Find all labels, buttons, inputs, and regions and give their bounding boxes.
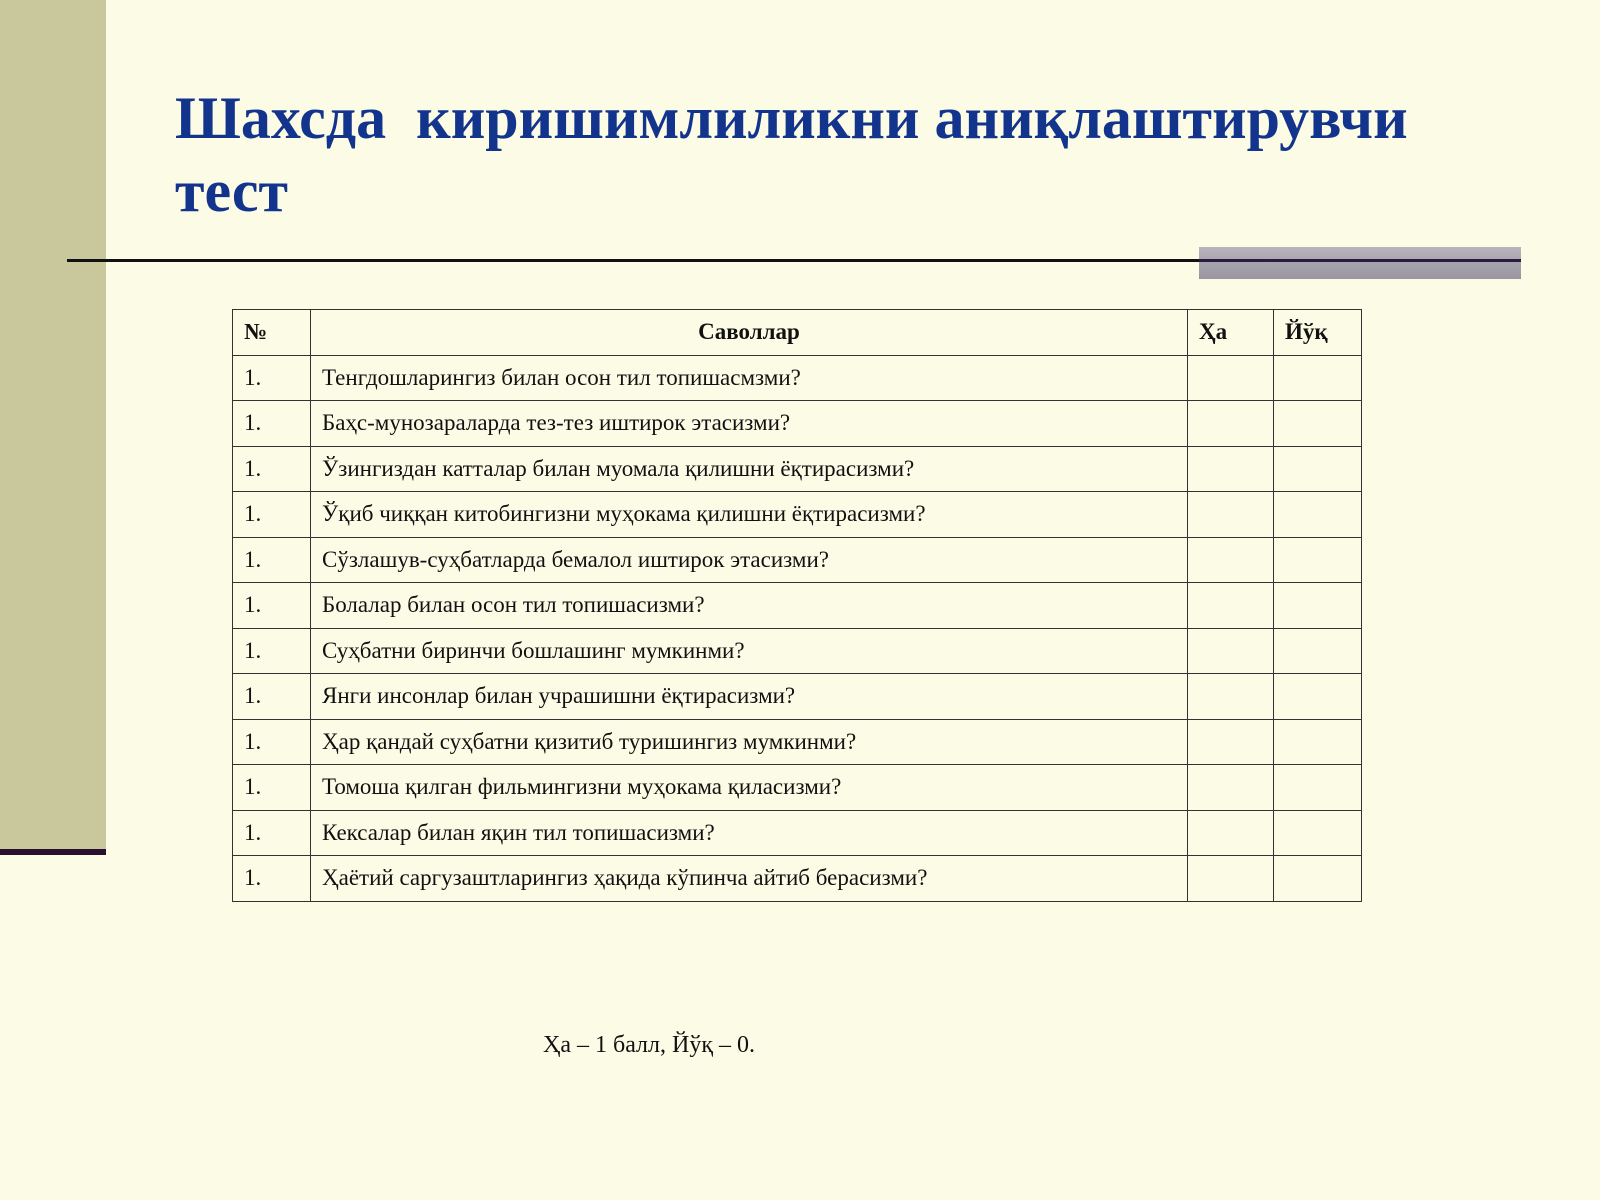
answer-yes-cell[interactable] [1188, 628, 1274, 674]
left-band-underline [0, 849, 106, 855]
question-text: Ҳаётий саргузаштларингиз ҳақида кўпинча айтиб берасизми? [311, 856, 1188, 902]
header-no: Йўқ [1274, 310, 1362, 356]
left-decorative-band [0, 0, 106, 849]
question-text: Тенгдошларингиз билан осон тил топишасмзми? [311, 355, 1188, 401]
table-row [233, 446, 1362, 492]
row-number: 1. [233, 492, 311, 538]
scoring-note: Ҳа – 1 балл, Йўқ – 0. [543, 1032, 756, 1058]
table-row [233, 765, 1362, 811]
question-text: Янги инсонлар билан учрашишни ёқтирасизми? [311, 674, 1188, 720]
answer-no-cell[interactable] [1274, 583, 1362, 629]
row-number: 1. [233, 537, 311, 583]
row-number: 1. [233, 446, 311, 492]
answer-yes-cell[interactable] [1188, 765, 1274, 811]
answer-yes-cell[interactable] [1188, 856, 1274, 902]
answer-no-cell[interactable] [1274, 492, 1362, 538]
questions-table [232, 309, 1362, 902]
table-row [233, 719, 1362, 765]
answer-yes-cell[interactable] [1188, 401, 1274, 447]
answer-yes-cell[interactable] [1188, 674, 1274, 720]
header-questions: Саволлар [311, 310, 1188, 356]
answer-yes-cell[interactable] [1188, 355, 1274, 401]
row-number: 1. [233, 719, 311, 765]
table-row [233, 856, 1362, 902]
table-row [233, 401, 1362, 447]
table-row [233, 355, 1362, 401]
slide-title: Шахсда киришимлиликни аниқлаштирувчи тест [175, 85, 1423, 224]
row-number: 1. [233, 628, 311, 674]
answer-no-cell[interactable] [1274, 674, 1362, 720]
table-row [233, 537, 1362, 583]
header-number: № [233, 310, 311, 356]
question-text: Кексалар билан яқин тил топишасизми? [311, 810, 1188, 856]
table-row [233, 628, 1362, 674]
question-text: Болалар билан осон тил топишасизми? [311, 583, 1188, 629]
title-rule-accent-line [1199, 259, 1521, 262]
question-text: Ўқиб чиққан китобингизни муҳокама қилишни ёқтирасизми? [311, 492, 1188, 538]
table-row [233, 674, 1362, 720]
answer-no-cell[interactable] [1274, 355, 1362, 401]
table-row [233, 492, 1362, 538]
row-number: 1. [233, 401, 311, 447]
answer-yes-cell[interactable] [1188, 719, 1274, 765]
table-row [233, 583, 1362, 629]
answer-yes-cell[interactable] [1188, 537, 1274, 583]
row-number: 1. [233, 355, 311, 401]
header-yes: Ҳа [1188, 310, 1274, 356]
answer-yes-cell[interactable] [1188, 492, 1274, 538]
table-row [233, 810, 1362, 856]
row-number: 1. [233, 674, 311, 720]
row-number: 1. [233, 810, 311, 856]
answer-no-cell[interactable] [1274, 628, 1362, 674]
question-text: Томоша қилган фильмингизни муҳокама қиласизми? [311, 765, 1188, 811]
row-number: 1. [233, 765, 311, 811]
answer-no-cell[interactable] [1274, 401, 1362, 447]
answer-yes-cell[interactable] [1188, 446, 1274, 492]
answer-yes-cell[interactable] [1188, 810, 1274, 856]
question-text: Сўзлашув-суҳбатларда бемалол иштирок этасизми? [311, 537, 1188, 583]
answer-no-cell[interactable] [1274, 537, 1362, 583]
title-rule-accent [1199, 247, 1521, 279]
answer-yes-cell[interactable] [1188, 583, 1274, 629]
table-header-row [233, 310, 1362, 356]
row-number: 1. [233, 583, 311, 629]
answer-no-cell[interactable] [1274, 719, 1362, 765]
answer-no-cell[interactable] [1274, 446, 1362, 492]
question-text: Ҳар қандай суҳбатни қизитиб туришингиз мумкинми? [311, 719, 1188, 765]
answer-no-cell[interactable] [1274, 810, 1362, 856]
answer-no-cell[interactable] [1274, 856, 1362, 902]
question-text: Ўзингиздан катталар билан муомала қилишни ёқтирасизми? [311, 446, 1188, 492]
row-number: 1. [233, 856, 311, 902]
question-text: Суҳбатни биринчи бошлашинг мумкинми? [311, 628, 1188, 674]
answer-no-cell[interactable] [1274, 765, 1362, 811]
question-text: Баҳс-мунозараларда тез-тез иштирок этасизми? [311, 401, 1188, 447]
